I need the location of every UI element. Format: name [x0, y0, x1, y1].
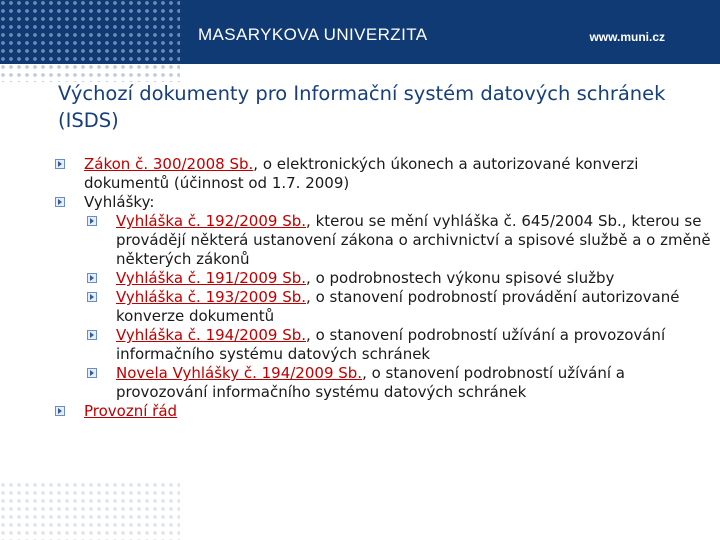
- list-item: [55, 402, 715, 421]
- sub-list-item-text: , o stanovení podrobností provádění autorizované konverze dokumentů: [116, 288, 680, 325]
- sub-list-item-text: , o stanovení podrobností užívání a provozování informačního systému datových schránek: [116, 364, 626, 401]
- sub-list-item: [87, 364, 715, 402]
- sub-list-item: [87, 288, 715, 326]
- arrow-bullet-icon: [87, 368, 97, 378]
- sub-list-item: [87, 326, 715, 364]
- provozni-rad-link[interactable]: Provozní řád: [84, 402, 178, 420]
- sub-list-item-text: , o podrobnostech výkonu spisové služby: [306, 269, 615, 287]
- university-name: MASARYKOVA UNIVERZITA: [198, 25, 428, 44]
- bullet-list: [55, 155, 715, 421]
- list-item-text: Vyhlášky:: [84, 193, 155, 211]
- vyhlaska-192-link[interactable]: Vyhláška č. 192/2009 Sb.: [116, 212, 307, 230]
- vyhlaska-193-link[interactable]: Vyhláška č. 193/2009 Sb.: [116, 288, 307, 306]
- vyhlaska-191-link[interactable]: Vyhláška č. 191/2009 Sb.: [116, 269, 307, 287]
- arrow-bullet-icon: [55, 159, 65, 169]
- sub-bullet-list: [87, 212, 715, 402]
- sub-list-item-text: , kterou se mění vyhláška č. 645/2004 Sb., kterou se provádějí některá ustanovení zákona o archivnictví a spisové službě a o změně některých zákonů: [116, 212, 711, 268]
- arrow-bullet-icon: [87, 292, 97, 302]
- sub-list-item: [87, 269, 715, 288]
- list-item: [55, 155, 715, 193]
- arrow-bullet-icon: [55, 197, 65, 207]
- list-item-text: , o elektronických úkonech a autorizované konverzi dokumentů (účinnost od 1.7. 2009): [84, 155, 639, 192]
- arrow-bullet-icon: [87, 216, 97, 226]
- slide-title: Výchozí dokumenty pro Informační systém datových schránek (ISDS): [58, 82, 666, 132]
- zakon-300-link[interactable]: Zákon č. 300/2008 Sb.: [84, 155, 254, 173]
- slide-content: [55, 155, 715, 421]
- novela-vyhlasky-194-link[interactable]: Novela Vyhlášky č. 194/2009 Sb.: [116, 364, 363, 382]
- arrow-bullet-icon: [87, 330, 97, 340]
- list-item: [55, 193, 715, 402]
- dot-pattern-bottom: [0, 482, 180, 540]
- header-bar: [0, 0, 720, 64]
- arrow-bullet-icon: [55, 406, 65, 416]
- arrow-bullet-icon: [87, 273, 97, 283]
- sub-list-item: [87, 212, 715, 269]
- sub-list-item-text: , o stanovení podrobností užívání a provozování informačního systému datových schránek: [116, 326, 666, 363]
- website-url: www.muni.cz: [589, 30, 665, 44]
- vyhlaska-194-link[interactable]: Vyhláška č. 194/2009 Sb.: [116, 326, 307, 344]
